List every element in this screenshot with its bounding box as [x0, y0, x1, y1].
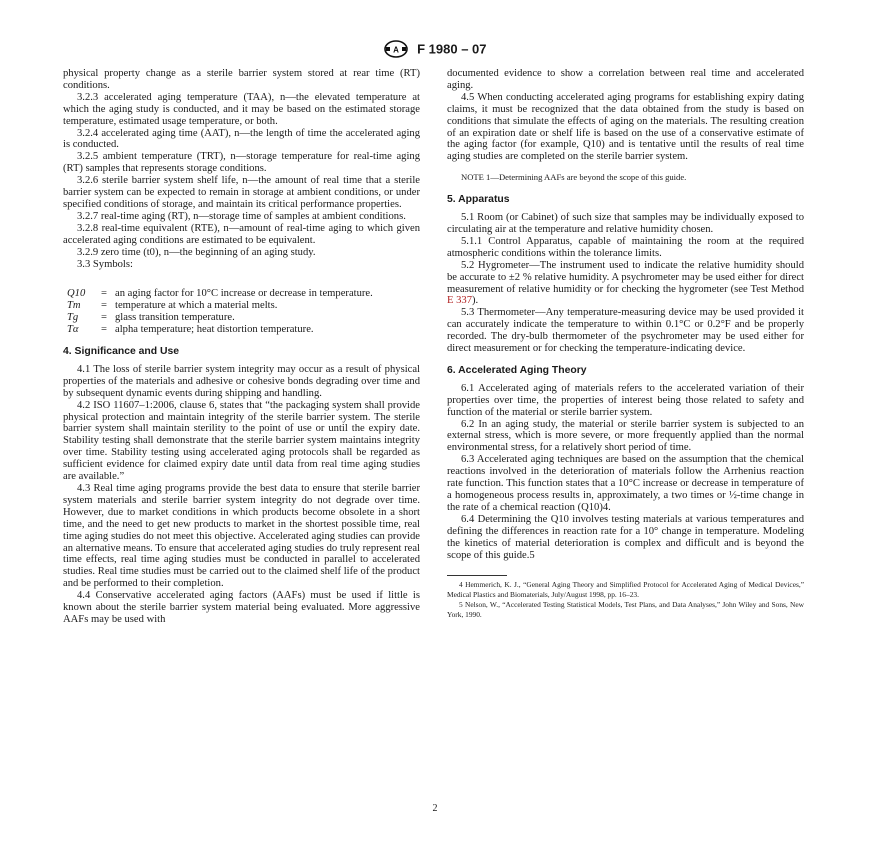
section-heading-5: 5. Apparatus [447, 194, 510, 206]
symbol: Tα [67, 324, 79, 336]
symbol-row [63, 324, 420, 336]
symbol: Tg [67, 312, 79, 324]
symbol-description: an aging factor for 10°C increase or decrease in temperature. [115, 288, 373, 300]
symbol-equals: = [101, 312, 107, 324]
symbol-description: temperature at which a material melts. [115, 300, 278, 312]
page-header [0, 40, 870, 60]
svg-text:A: A [393, 45, 400, 55]
note-1: NOTE 1—Determining AAFs are beyond the scope of this guide. [461, 172, 687, 183]
definition-3-2-4: 3.2.4 accelerated aging time (AAT), n—the length of time the accelerated aging is conducted. [63, 127, 420, 151]
paragraph: physical property change as a sterile barrier system stored at rear time (RT) conditions. [63, 68, 420, 91]
left-column [63, 68, 420, 626]
symbol-description: alpha temperature; heat distortion temperature. [115, 324, 314, 336]
definition-3-2-7: 3.2.7 real-time aging (RT), n—storage time of samples at ambient conditions. [77, 210, 406, 222]
symbol-equals: = [101, 324, 107, 336]
paragraph-6-1: 6.1 Accelerated aging of materials refers to the accelerated variation of their properties over time, the properties of interest being those related to safety and function of the material or sterile barrier system. [447, 382, 804, 418]
paragraph-5-3: 5.3 Thermometer—Any temperature-measuring device may be used provided it can accurately indicate the temperature to within 0.1°C or 0.2°F and be properly recorded. The dry-bulb thermometer of the psychrometer may be used either for direct measurement or for checking the temperature-indicating device. [447, 307, 804, 355]
definition-3-2-9: 3.2.9 zero time (t0), n—the beginning of an aging study. [77, 246, 316, 258]
paragraph-5-2-text: 5.2 Hygrometer—The instrument used to indicate the relative humidity should be accurate to ±2 % relative humidity. A psychrometer may be used either for direct measurement of relative humidity or for checking the hygrometer (see Test Method [447, 259, 804, 295]
definition-3-2-6: 3.2.6 sterile barrier system shelf life, n—the amount of real time that a sterile barrier system can be expected to remain in storage at ambient conditions, or under specified conditions of storage, and maintain its critical performance properties. [63, 175, 420, 210]
symbols-list [63, 288, 420, 336]
symbol-row [63, 288, 420, 300]
paragraph-4-2: 4.2 ISO 11607–1:2006, clause 6, states that “the packaging system shall provide physical protection and maintain integrity of the sterile barrier system. The sterile barrier system shall maintain sterility to the point of use or until the expiry date. Stability testing shall demonstrate that the sterile barrier system maintains integrity over time. Stability testing using accelerated aging protocols shall be regarded as sufficient evidence for claimed expiry date until data from real time aging studies are available.” [63, 399, 420, 483]
section-heading-4: 4. Significance and Use [63, 346, 180, 358]
definition-3-2-8: 3.2.8 real-time equivalent (RTE), n—amount of real-time aging to which given accelerated aging conditions are estimated to be equivalent. [63, 222, 420, 246]
paragraph-5-1: 5.1 Room (or Cabinet) of such size that samples may be individually exposed to circulating air at the temperature and relative humidity chosen. [447, 212, 804, 235]
paragraph-4-4: 4.4 Conservative accelerated aging factors (AAFs) must be used if little is known about the sterile barrier system material being evaluated. More aggressive AAFs may be used with [63, 590, 420, 625]
right-column [447, 68, 804, 620]
symbol-row [63, 312, 420, 324]
symbol: Q10 [67, 288, 86, 300]
footnote-4: 4 Hemmerich, K. J., “General Aging Theory and Simplified Protocol for Accelerated Aging of Medical Devices,” Medical Plastics and Biomaterials, July/August 1998, pp. 16–23. [447, 580, 804, 600]
astm-logo-icon [383, 40, 409, 58]
standard-designation: F 1980 – 07 [417, 41, 487, 57]
page-number: 2 [432, 803, 438, 814]
symbols-heading: 3.3 Symbols: [77, 258, 133, 270]
paragraph-5-2 [447, 260, 804, 308]
definition-3-2-5: 3.2.5 ambient temperature (TRT), n—storage temperature for real-time aging (RT) samples that represents storage conditions. [63, 151, 420, 175]
symbol-description: glass transition temperature. [115, 312, 235, 324]
symbol: Tm [67, 300, 81, 312]
paragraph-4-1: 4.1 The loss of sterile barrier system integrity may occur as a result of physical properties of the materials and adhesive or cohesive bonds degrading over time and by subsequent dynamic events during shipping and handling. [63, 363, 420, 399]
symbol-row [63, 300, 420, 312]
section-heading-6: 6. Accelerated Aging Theory [447, 364, 587, 376]
paragraph-6-4: 6.4 Determining the Q10 involves testing materials at various temperatures and defining the differences in reaction rate for a 10° change in temperature. Modeling the kinetics of material deterioration is complex and difficult and is beyond the scope of this guide.5 [447, 513, 804, 561]
paragraph-6-3: 6.3 Accelerated aging techniques are based on the assumption that the chemical reactions involved in the deterioration of materials follow the Arrhenius reaction rate function. This function states that a 10°C increase or decrease in temperature of a homogeneous process results in, approximately, a two times or ½-time change in the rate of a chemical reaction (Q10)4. [447, 454, 804, 513]
test-method-link[interactable]: E 337 [447, 295, 473, 307]
paragraph: documented evidence to show a correlation between real time and accelerated aging. [447, 68, 804, 91]
footnote-rule [447, 575, 507, 576]
definition-3-2-3: 3.2.3 accelerated aging temperature (TAA), n—the elevated temperature at which the aging study is conducted, and it may be based on the estimated storage temperature, estimated usage temperature, or both. [63, 91, 420, 127]
paragraph-5-2-end: ). [472, 295, 479, 307]
paragraph-4-3: 4.3 Real time aging programs provide the best data to ensure that sterile barrier system materials and sterile barrier system integrity do not degrade over time. However, due to market conditions in which products become obsolete in a short time, and the need to get new products to market in the shortest possible time, real time aging studies do not meet this objective. Accelerated aging studies can provide an alternative means. To ensure that accelerated aging studies do truly represent real time effects, real time aging studies must be conducted in parallel to accelerated studies. Real time studies must be carried out to the claimed shelf life of the product and be performed to their completion. [63, 483, 420, 590]
paragraph-5-1-1: 5.1.1 Control Apparatus, capable of maintaining the room at the required atmospheric conditions within the tolerance limits. [447, 235, 804, 259]
symbol-equals: = [101, 288, 107, 300]
footnote-5: 5 Nelson, W., “Accelerated Testing Statistical Models, Test Plans, and Data Analyses,” John Wiley and Sons, New York, 1990. [447, 600, 804, 620]
symbol-equals: = [101, 300, 107, 312]
paragraph-4-5: 4.5 When conducting accelerated aging programs for establishing expiry dating claims, it must be recognized that the data obtained from the study is based on conditions that simulate the effects of aging on the materials. The resulting creation of an expiration date or shelf life is based on the use of a conservative estimate of the aging factor (for example, Q10) and is tentative until the results of real time aging studies are completed on the sterile barrier system. [447, 91, 804, 163]
paragraph-6-2: 6.2 In an aging study, the material or sterile barrier system is subjected to an external stress, which is more severe, or more frequently applied than the normal environmental stress, for a relatively short period of time. [447, 418, 804, 454]
